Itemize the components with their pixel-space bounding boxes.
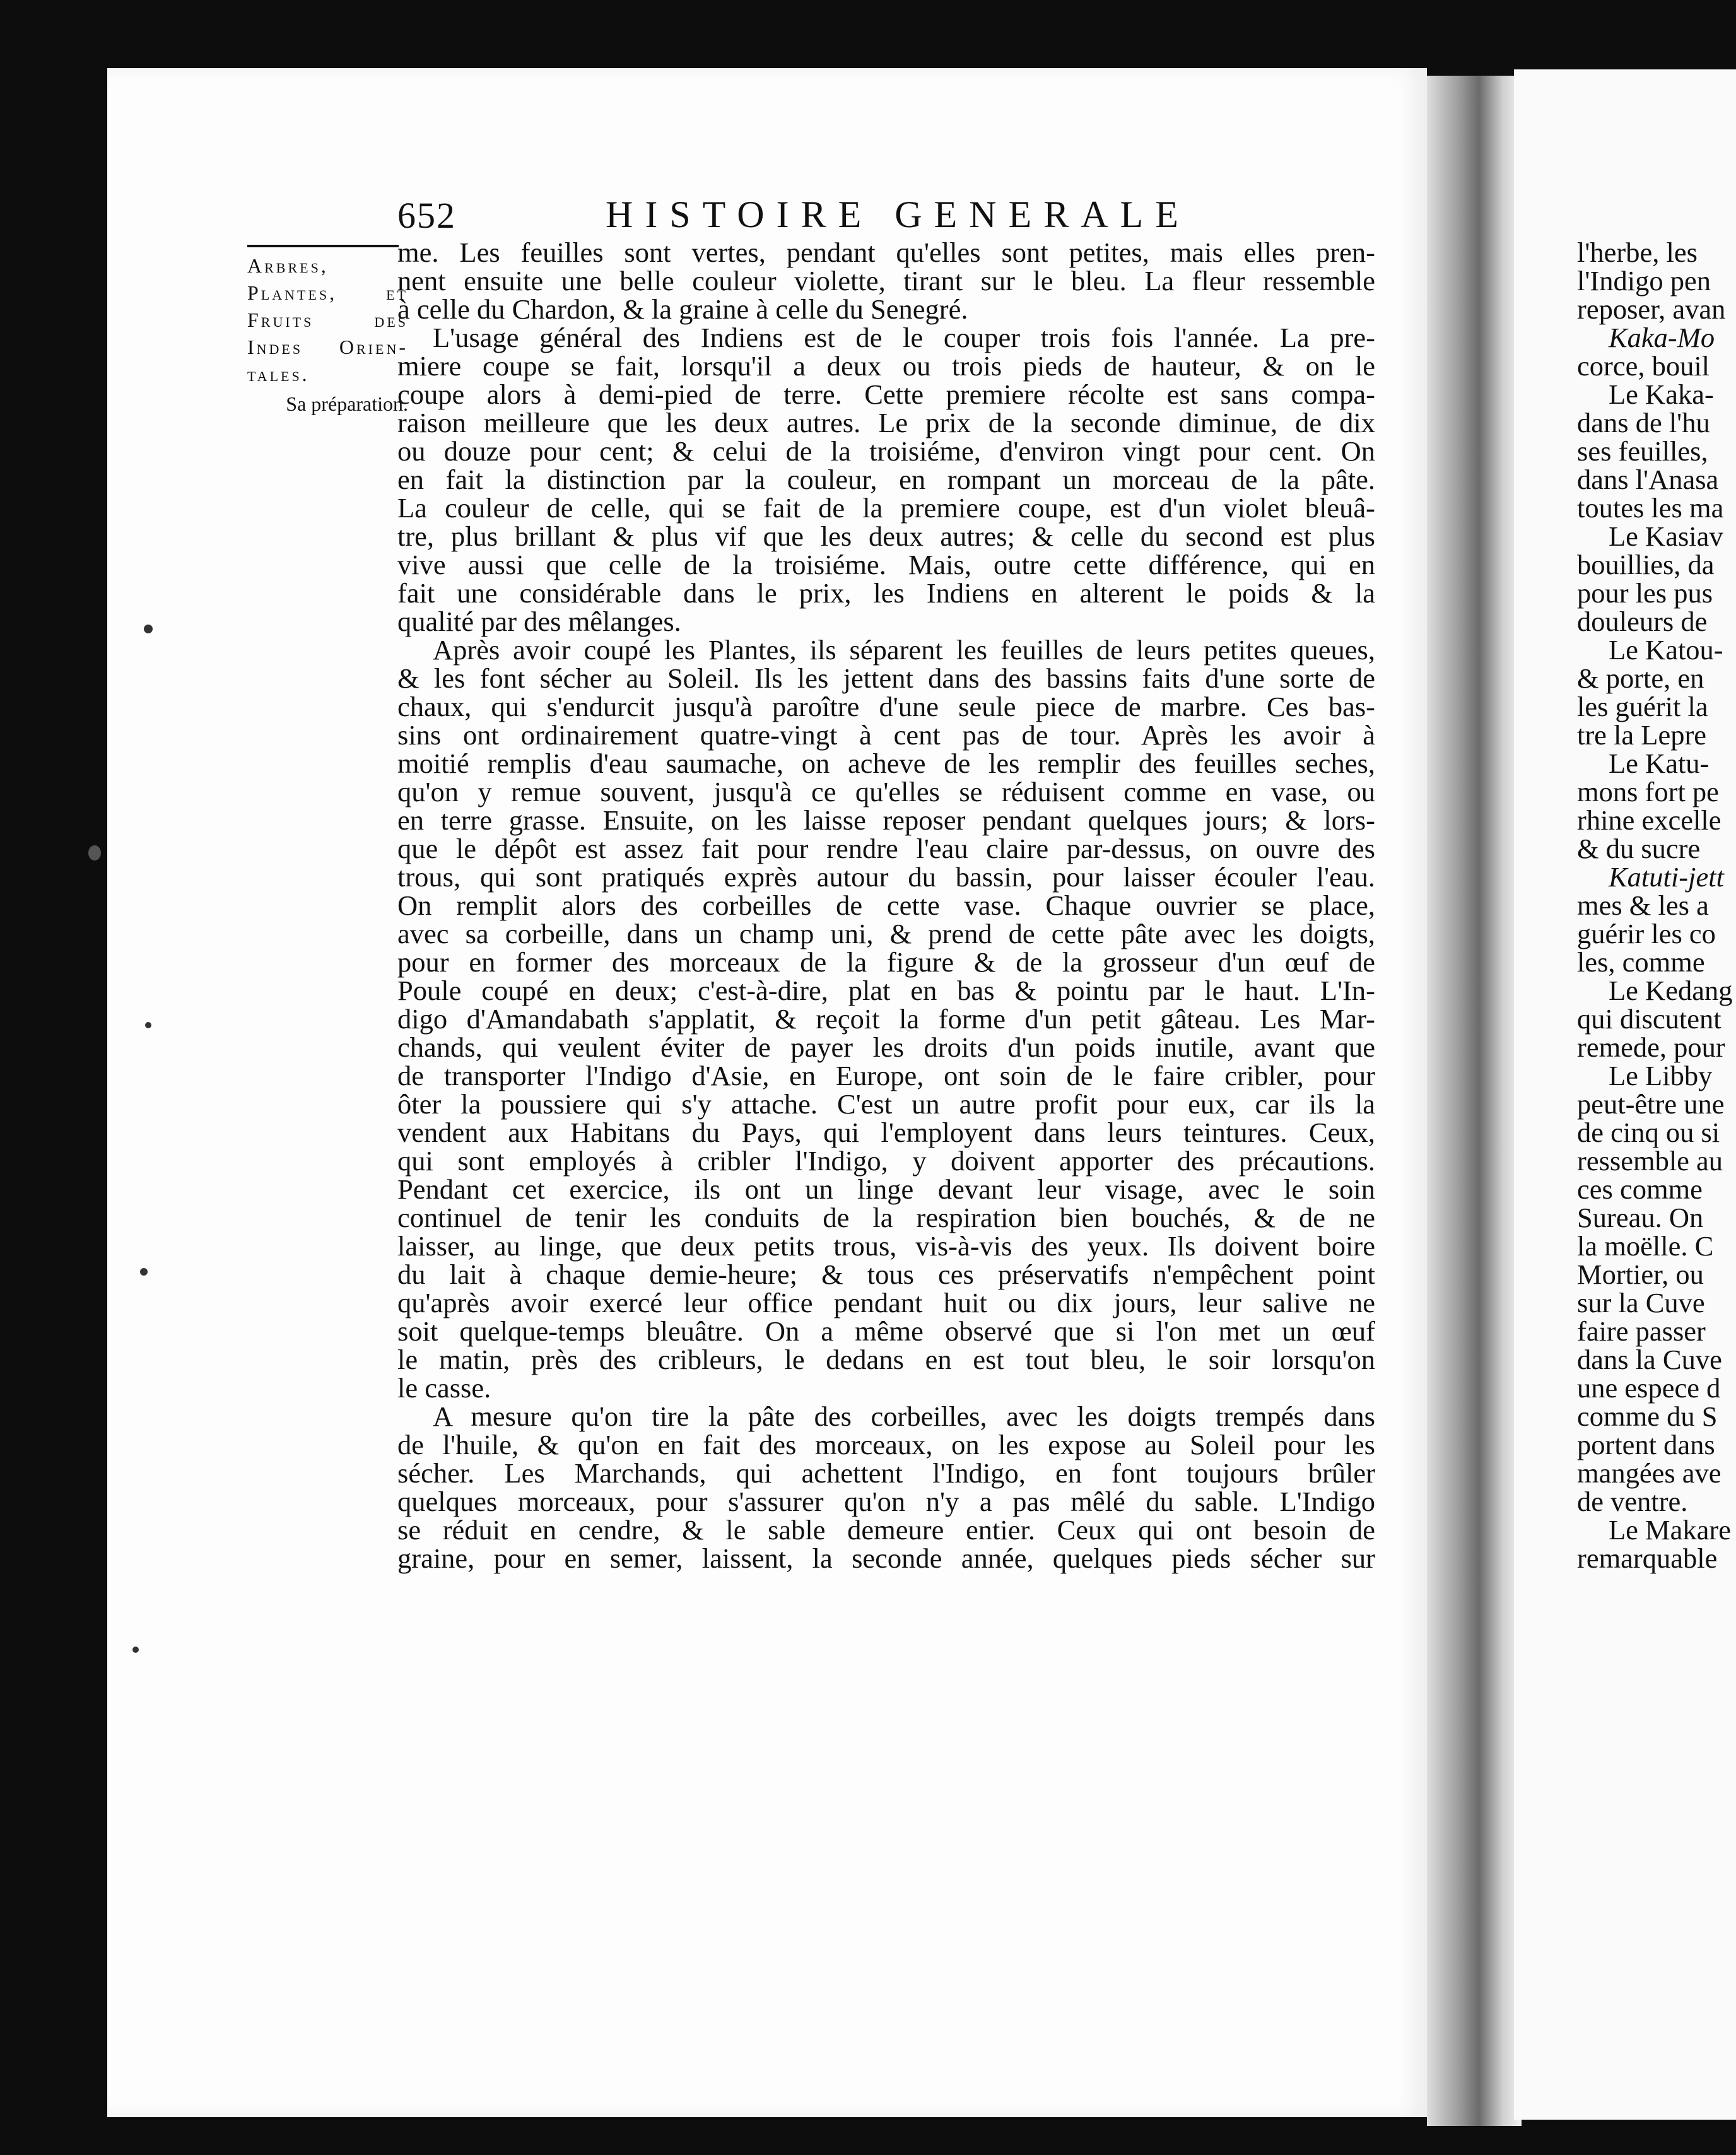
text-line: chands, qui veulent éviter de payer les droits d'un poids inutile, avant que	[397, 1031, 1375, 1063]
text-line: fait une considérable dans le prix, les Indiens en alterent le poids & la	[397, 577, 1375, 609]
text-line: soit quelque-temps bleuâtre. On a même observé que si l'on met un œuf	[397, 1315, 1375, 1347]
right-text-line: la moëlle. C	[1577, 1230, 1714, 1262]
text-line: pour en former des morceaux de la figure & de la grosseur d'un œuf de	[397, 946, 1375, 978]
text-line: ôter la poussiere qui s'y attache. C'est un autre profit pour eux, car ils la	[397, 1088, 1375, 1120]
right-text-line: douleurs de	[1577, 606, 1708, 637]
right-text-line: mangées ave	[1577, 1457, 1721, 1489]
text-line: avec sa corbeille, dans un champ uni, & prend de cette pâte avec les doigts,	[397, 918, 1375, 949]
right-text-line: comme du S	[1577, 1400, 1718, 1432]
text-line: qu'on y remue souvent, jusqu'à ce qu'elles se réduisent comme en vase, ou	[397, 776, 1375, 807]
text-line: en fait la distinction par la couleur, en rompant un morceau de la pâte.	[397, 464, 1375, 495]
ink-speck	[88, 845, 101, 860]
text-line: L'usage général des Indiens est de le couper trois fois l'année. La pre-	[433, 322, 1375, 353]
right-text-line: Le Makare	[1609, 1514, 1731, 1546]
text-line: continuel de tenir les conduits de la respiration bien bouchés, & de ne	[397, 1202, 1375, 1233]
text-line: nent ensuite une belle couleur violette, tirant sur le bleu. La fleur ressemble	[397, 265, 1375, 297]
right-text-line: mes & les a	[1577, 890, 1709, 921]
text-line: graine, pour en semer, laissent, la seconde année, quelques pieds sécher sur	[397, 1542, 1375, 1574]
text-line: le casse.	[397, 1372, 491, 1404]
right-text-line: toutes les ma	[1577, 492, 1724, 524]
right-text-line: mons fort pe	[1577, 776, 1719, 807]
main-text-column	[397, 238, 1375, 1573]
right-text-line: de cinq ou si	[1577, 1117, 1720, 1148]
right-text-line: Kaka-Mo	[1609, 322, 1715, 353]
text-line: chaux, qui s'endurcit jusqu'à paroître d'une seule piece de marbre. Ces bas-	[397, 691, 1375, 722]
right-text-line: l'Indigo pen	[1577, 265, 1711, 297]
text-line: tre, plus brillant & plus vif que les deux autres; & celle du second est plus	[397, 520, 1375, 552]
right-text-line: peut-être une	[1577, 1088, 1725, 1120]
right-text-line: les, comme	[1577, 946, 1705, 978]
text-line: qu'après avoir exercé leur office pendant huit ou dix jours, leur salive ne	[397, 1287, 1375, 1318]
text-line: qui sont employés à cribler l'Indigo, y doivent apporter des précautions.	[397, 1145, 1375, 1177]
right-text-line: dans de l'hu	[1577, 407, 1710, 438]
running-title: HISTOIRE GENERALE	[606, 194, 1190, 235]
text-line: La couleur de celle, qui se fait de la premiere coupe, est d'un violet bleuâ-	[397, 492, 1375, 524]
text-line: de l'huile, & qu'on en fait des morceaux, on les expose au Soleil pour les	[397, 1429, 1375, 1460]
text-line: moitié remplis d'eau saumache, on acheve de les remplir des feuilles seches,	[397, 748, 1375, 779]
right-text-line: sur la Cuve	[1577, 1287, 1705, 1318]
right-text-line: dans l'Anasa	[1577, 464, 1719, 495]
right-text-line: rhine excelle	[1577, 804, 1721, 836]
text-line: A mesure qu'on tire la pâte des corbeilles, avec les doigts trempés dans	[433, 1400, 1375, 1432]
text-line: Poule coupé en deux; c'est-à-dire, plat en bas & pointu par le haut. L'In-	[397, 975, 1375, 1006]
text-line: du lait à chaque demie-heure; & tous ces préservatifs n'empêchent point	[397, 1259, 1375, 1290]
text-line: vendent aux Habitans du Pays, qui l'employent dans leurs teintures. Ceux,	[397, 1117, 1375, 1148]
right-text-line: ses feuilles,	[1577, 435, 1708, 467]
text-line: en terre grasse. Ensuite, on les laisse reposer pendant quelques jours; & lors-	[397, 804, 1375, 836]
text-line: trous, qui sont pratiqués exprès autour du bassin, pour laisser écouler l'eau.	[397, 861, 1375, 893]
right-text-line: les guérit la	[1577, 691, 1708, 722]
ink-speck	[145, 1022, 151, 1028]
right-text-line: tre la Lepre	[1577, 719, 1707, 751]
margin-note-line: tales.	[247, 363, 310, 385]
text-line: le matin, près des cribleurs, le dedans en est tout bleu, le soir lorsqu'on	[397, 1344, 1375, 1375]
ink-speck	[144, 625, 153, 633]
right-text-line: Le Kaka-	[1609, 379, 1714, 410]
text-line: Pendant cet exercice, ils ont un linge devant leur visage, avec le soin	[397, 1173, 1375, 1205]
text-line: à celle du Chardon, & la graine à celle du Senegré.	[397, 293, 968, 325]
text-line: quelques morceaux, pour s'assurer qu'on n'y a pas mêlé du sable. L'Indigo	[397, 1486, 1375, 1517]
right-text-line: Le Kedang	[1609, 975, 1733, 1006]
text-line: se réduit en cendre, & le sable demeure entier. Ceux qui ont besoin de	[397, 1514, 1375, 1546]
text-line: laisser, au linge, que deux petits trous, vis-à-vis des yeux. Ils doivent boire	[397, 1230, 1375, 1262]
right-text-line: portent dans	[1577, 1429, 1715, 1460]
text-line: coupe alors à demi-pied de terre. Cette premiere récolte est sans compa-	[397, 379, 1375, 410]
margin-note-line: Fruits des	[247, 308, 408, 331]
right-text-line: qui discutent	[1577, 1003, 1721, 1035]
ink-speck	[140, 1268, 148, 1276]
right-text-line: Le Katou-	[1609, 634, 1723, 666]
text-line: raison meilleure que les deux autres. Le prix de la seconde diminue, de dix	[397, 407, 1375, 438]
right-text-line: de ventre.	[1577, 1486, 1688, 1517]
margin-note-line: Indes Orien-	[247, 336, 408, 358]
right-text-line: & porte, en	[1577, 662, 1704, 694]
right-text-line: faire passer	[1577, 1315, 1706, 1347]
right-text-line: remede, pour	[1577, 1031, 1725, 1063]
text-line: me. Les feuilles sont vertes, pendant qu'elles sont petites, mais elles pren-	[397, 237, 1375, 268]
right-text-line: dans la Cuve	[1577, 1344, 1722, 1375]
right-text-line: Katuti-jett	[1609, 861, 1724, 893]
text-line: digo d'Amandabath s'applatit, & reçoit la forme d'un petit gâteau. Les Mar-	[397, 1003, 1375, 1035]
right-text-line: une espece d	[1577, 1372, 1721, 1404]
text-line: Après avoir coupé les Plantes, ils séparent les feuilles de leurs petites queues,	[433, 634, 1375, 666]
right-text-line: l'herbe, les	[1577, 238, 1698, 268]
text-line: & les font sécher au Soleil. Ils les jettent dans des bassins faits d'une sorte de	[397, 662, 1375, 694]
ink-speck	[132, 1647, 139, 1653]
book-gutter-shadow	[1427, 76, 1522, 2126]
right-text-line: Le Kasiav	[1609, 520, 1723, 552]
text-line: ou douze pour cent; & celui de la troisiéme, d'environ vingt pour cent. On	[397, 435, 1375, 467]
right-text-line: bouillies, da	[1577, 549, 1715, 580]
right-text-line: ces comme	[1577, 1173, 1703, 1205]
margin-subnote: Sa préparation.	[286, 392, 408, 415]
right-text-line: pour les pus	[1577, 577, 1713, 609]
right-text-line: Mortier, ou	[1577, 1259, 1704, 1290]
right-text-line: Le Katu-	[1609, 748, 1710, 779]
text-line: miere coupe se fait, lorsqu'il a deux ou trois pieds de hauteur, & on le	[397, 350, 1375, 382]
right-text-line: Sureau. On	[1577, 1202, 1704, 1233]
right-text-line: reposer, avan	[1577, 293, 1726, 325]
text-line: sins ont ordinairement quatre-vingt à cent pas de tour. Après les avoir à	[397, 719, 1375, 751]
margin-note-line: Plantes, et	[247, 281, 408, 304]
margin-note-line: Arbres,	[247, 254, 329, 277]
text-line: qualité par des mêlanges.	[397, 606, 681, 637]
text-line: On remplit alors des corbeilles de cette vase. Chaque ouvrier se place,	[397, 890, 1375, 921]
text-line: vive aussi que celle de la troisiéme. Mais, outre cette différence, qui en	[397, 549, 1375, 580]
right-text-line: Le Libby	[1609, 1060, 1713, 1091]
margin-rule	[247, 245, 399, 247]
right-text-line: ressemble au	[1577, 1145, 1723, 1177]
right-text-line: corce, bouil	[1577, 350, 1710, 382]
page-number: 652	[397, 195, 456, 236]
right-text-line: remarquable	[1577, 1542, 1718, 1574]
right-text-line: guérir les co	[1577, 918, 1716, 949]
right-page-text-fragment	[1577, 238, 1736, 1727]
text-line: que le dépôt est assez fait pour rendre l'eau claire par-dessus, on ouvre des	[397, 833, 1375, 864]
text-line: de transporter l'Indigo d'Asie, en Europe, ont soin de le faire cribler, pour	[397, 1060, 1375, 1091]
text-line: sécher. Les Marchands, qui achettent l'Indigo, en font toujours brûler	[397, 1457, 1375, 1489]
right-text-line: & du sucre	[1577, 833, 1701, 864]
margin-notes	[247, 252, 408, 418]
